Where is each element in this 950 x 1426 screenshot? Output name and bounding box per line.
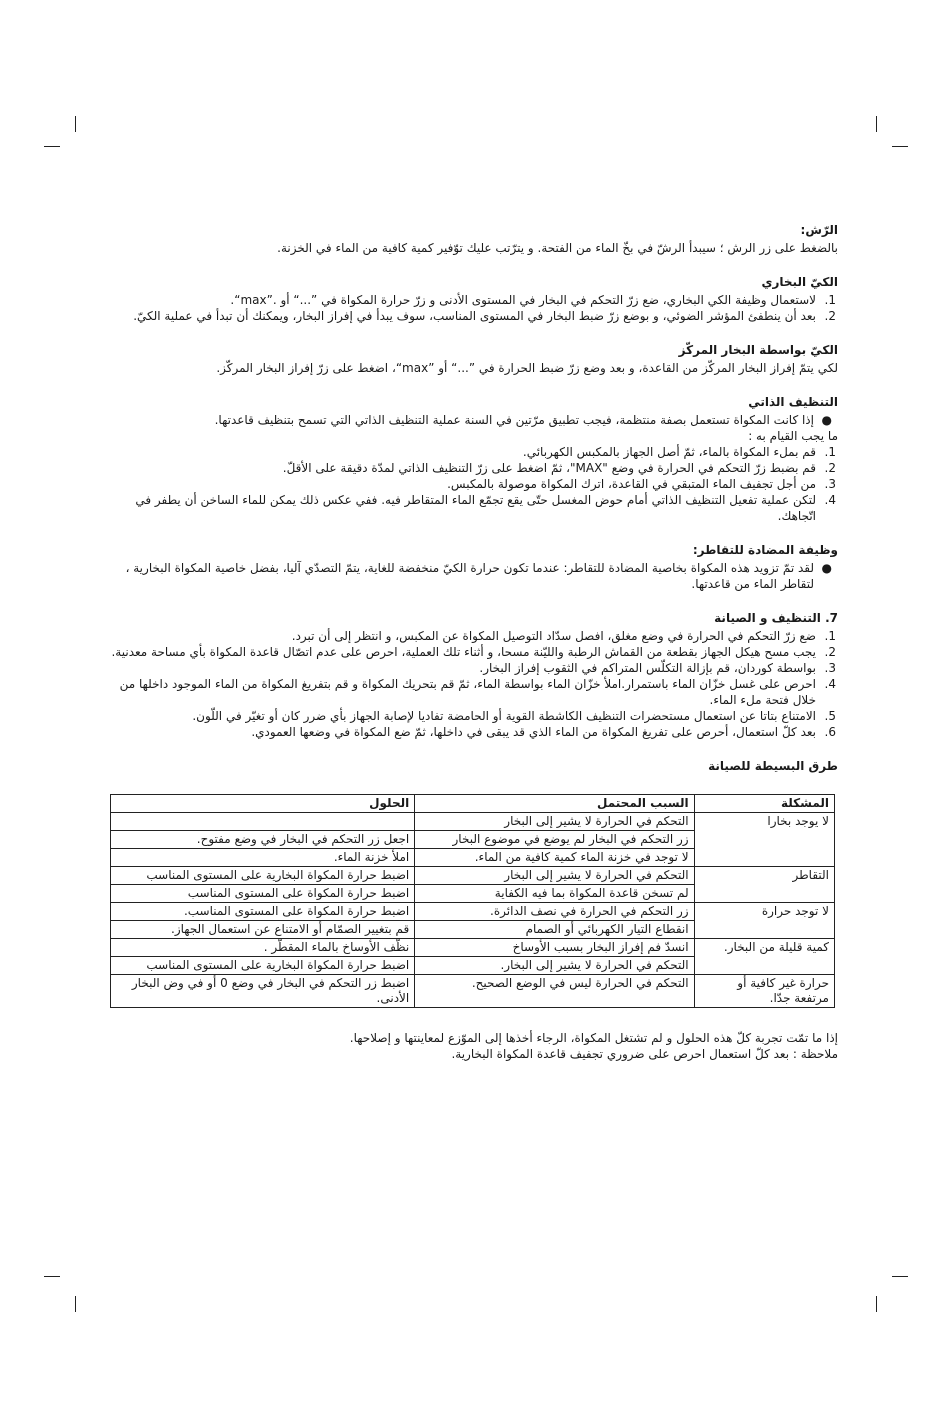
paragraph: لكي يتمّ إفراز البخار المركّز من القاعدة، و بعد وضع زرّ ضبط الحرارة في ”...“ أو ”max“، اضغط على زرّ إفراز البخار المركّز. — [216, 361, 838, 375]
section-title: 7. التنظيف و الصيانة — [714, 611, 838, 625]
list-text: الامتناع بتاتا عن استعمال مستحضرات التنظيف الكاشطة القوية أو الحامضة تفاديا لإصابة الجهاز بأي ضرر كان أو تغيّر في اللّون. — [192, 709, 816, 723]
list-item — [110, 724, 838, 740]
list-number: 5. — [824, 709, 836, 723]
table-row — [111, 903, 835, 921]
list-number: 3. — [824, 661, 836, 675]
list-item — [110, 460, 838, 476]
list-text: قم بضبط زرّ التحكم في الحرارة في وضع "MAX"، ثمّ اضغط على زرّ التنظيف الذاتي لمدّة دقيقة على الأقلّ. — [282, 461, 816, 475]
problem-cell: التقاطر — [694, 867, 834, 903]
list-item — [110, 476, 838, 492]
burst-steam-section — [110, 342, 838, 376]
troubleshooting-section — [110, 758, 838, 1008]
list-item — [110, 560, 838, 592]
list-text: لقد تمّ تزويد هذه المكواة بخاصية المضادة للتقاطر: عندما تكون حرارة الكيّ منخفضة للغاية، يتمّ التصدّي آليا، بفضل خاصية المكواة البخارية ، لتقاطر الماء من قاعدتها. — [125, 561, 814, 591]
crop-mark — [75, 1296, 76, 1312]
section-title: الرّش: — [800, 223, 838, 237]
column-header-solution: الحلول — [111, 795, 415, 813]
document-page — [110, 222, 838, 1062]
solution-cell: اضبط زر التحكم في البخار في وضع 0 أو في وض البخار الأدنى. — [111, 975, 415, 1008]
column-header-problem: المشكلة — [694, 795, 834, 813]
list-number: 1. — [824, 629, 836, 643]
crop-mark — [44, 1276, 60, 1277]
section-title: طرق البسيطة للصيانة — [708, 759, 838, 773]
list-item — [110, 292, 838, 308]
crop-mark — [876, 1296, 877, 1312]
list-number: 2. — [824, 309, 836, 323]
solution-cell: اضبط حرارة المكواة على المستوى المناسب. — [111, 903, 415, 921]
solution-cell: نظّف الأوساخ بالماء المقطّر . — [111, 939, 415, 957]
solution-cell: اضبط حرارة المكواة البخارية على المستوى المناسب — [111, 957, 415, 975]
list-item — [110, 644, 838, 660]
cause-cell: زر التحكم في الحرارة في نصف الدائرة. — [415, 903, 694, 921]
maintenance-section — [110, 610, 838, 740]
table-row — [111, 813, 835, 831]
list-item — [110, 308, 838, 324]
list-text: بواسطة كوردان، قم بإزالة التكلّس المتراكم في الثقوب إفراز البخار. — [479, 661, 816, 675]
problem-cell: كمية قليلة من البخار. — [694, 939, 834, 975]
anti-drip-section — [110, 542, 838, 592]
steam-ironing-section — [110, 274, 838, 324]
footer-note: ملاحظة : بعد كلّ استعمال احرص على ضروري تجفيف قاعدة المكواة البخارية. — [451, 1047, 838, 1061]
list-text: إذا كانت المكواة تستعمل بصفة منتظمة، فيجب تطبيق مرّتين في السنة عملية التنظيف الذاتي التي تسمح بتنظيف قاعدتها. — [214, 413, 814, 427]
solution-cell: املأ خزنة الماء. — [111, 849, 415, 867]
problem-cell: حرارة غير كافية أو مرتفعة جدّا. — [694, 975, 834, 1008]
solution-cell: اضبط حرارة المكواة البخارية على المستوى المناسب — [111, 867, 415, 885]
list-text: قم بملء المكواة بالماء، ثمّ أصل الجهاز بالمكبس الكهربائي. — [522, 445, 816, 459]
solution-cell — [111, 813, 415, 831]
list-item — [110, 676, 838, 708]
table-row — [111, 975, 835, 1008]
solution-cell: اجعل زر التحكم في البخار في وضع مفتوح. — [111, 831, 415, 849]
crop-mark — [892, 146, 908, 147]
troubleshooting-table — [110, 794, 835, 1008]
crop-mark — [892, 1276, 908, 1277]
problem-cell: لا توجد حرارة — [694, 903, 834, 939]
numbered-list — [110, 292, 838, 324]
column-header-cause: السبب المحتمل — [415, 795, 694, 813]
paragraph: ما يجب القيام به : — [748, 429, 838, 443]
table-header-row — [111, 795, 835, 813]
cause-cell: التحكم في الحرارة لا يشير إلى البخار — [415, 813, 694, 831]
solution-cell: قم بتغيير الصمّام أو الامتناع عن استعمال الجهاز. — [111, 921, 415, 939]
list-text: لتكن عملية تفعيل التنظيف الذاتي أمام حوض المغسل حتّى يقع تجمّع الماء المتقاطر فيه. ففي عكس ذلك يمكن للماء الساخن أن يطفر في اتّجاهك. — [135, 493, 816, 523]
numbered-list — [110, 628, 838, 740]
list-text: لاستعمال وظيفة الكي البخاري، ضع زرّ التحكم في البخار في المستوى الأدنى و زرّ حرارة المكواة في ”...“ أو .”max“. — [230, 293, 816, 307]
list-item — [110, 708, 838, 724]
list-number: 3. — [824, 477, 836, 491]
list-number: 2. — [824, 645, 836, 659]
list-text: احرص على غسل خزّان الماء باستمرار.املأ خزّان الماء بواسطة الماء، ثمّ قم بتحريك المكواة و قم بتفريغ المكواة من الماء الموجود داخلها من خلال فتحة ملء الماء. — [119, 677, 816, 707]
list-number: 1. — [824, 445, 836, 459]
list-item — [110, 628, 838, 644]
list-item — [110, 412, 838, 428]
list-number: 4. — [824, 493, 836, 507]
list-item — [110, 660, 838, 676]
spray-section — [110, 222, 838, 256]
table-row — [111, 867, 835, 885]
bullet-icon: ● — [821, 561, 832, 575]
crop-mark — [44, 146, 60, 147]
solution-cell: اضبط حرارة المكواة على المستوى المناسب — [111, 885, 415, 903]
footer-notes — [110, 1030, 838, 1062]
section-title: التنظيف الذاتي — [748, 395, 838, 409]
cause-cell: انسدّ فم إفراز البخار بسبب الأوساخ — [415, 939, 694, 957]
list-number: 4. — [824, 677, 836, 691]
paragraph: بالضغط على زر الرش ؛ سيبدأ الرشّ في بخّ الماء من الفتحة. و يترّتب عليك توّفير كمية كافية من الماء في الخزنة. — [277, 241, 838, 255]
crop-mark — [876, 116, 877, 132]
bullet-icon: ● — [821, 413, 832, 427]
bullet-list — [110, 412, 838, 428]
list-text: بعد أن ينطفئ المؤشر الضوئي، و بوضع زرّ ضبط البخار في المستوى المناسب، سوف يبدأ في إفراز البخار، ويمكنك أن تبدأ في عملية الكيّ. — [133, 309, 816, 323]
self-clean-section — [110, 394, 838, 524]
footer-line: إذا ما تمّت تجربة كلّ هذه الحلول و لم تشتغل المكواة، الرجاء أخذها إلى الموّزع لمعاينتها و إصلاحها. — [349, 1031, 838, 1045]
list-item — [110, 492, 838, 524]
list-text: من أجل تجفيف الماء المتبقي في القاعدة، اترك المكواة موصولة بالمكبس. — [447, 477, 816, 491]
section-title: وظيفة المضادة للتقاطر: — [692, 543, 838, 557]
section-title: الكيّ البخاري — [761, 275, 838, 289]
list-text: بعد كلّ استعمال، أحرص على تفريغ المكواة من الماء الذي قد يبقى في داخلها، ثمّ ضع المكواة في وضعها العمودي. — [251, 725, 816, 739]
list-number: 2. — [824, 461, 836, 475]
bullet-list — [110, 560, 838, 592]
problem-cell: لا يوجد بخارا — [694, 813, 834, 867]
list-number: 6. — [824, 725, 836, 739]
table-row — [111, 939, 835, 957]
section-title: الكيّ بواسطة البخار المركّز — [678, 343, 838, 357]
cause-cell: التحكم في الحرارة لا يشير إلى البخار. — [415, 957, 694, 975]
numbered-list — [110, 444, 838, 524]
list-text: ضع زرّ التحكم في الحرارة في وضع مغلق، افصل سدّاد التوصيل المكواة عن المكبس، و انتظر إلى أن تبرد. — [291, 629, 816, 643]
cause-cell: التحكم في الحرارة ليس في الوضع الصحيح. — [415, 975, 694, 1008]
list-text: يجب مسح هيكل الجهاز بقطعة من القماش الرطبة والليّنة مسحا، و أثناء تلك العملية، احرص على عدم اتصّال قاعدة المكواة بأي مساحة معدنية. — [111, 645, 816, 659]
crop-mark — [75, 116, 76, 132]
cause-cell: لا توجد في خزنة الماء كمية كافية من الماء. — [415, 849, 694, 867]
list-number: 1. — [824, 293, 836, 307]
cause-cell: زر التحكم في البخار لم يوضع في موضوع البخار — [415, 831, 694, 849]
cause-cell: التحكم في الحرارة لا يشير إلى البخار — [415, 867, 694, 885]
cause-cell: لم تسخن قاعدة المكواة بما فيه الكفاية — [415, 885, 694, 903]
list-item — [110, 444, 838, 460]
cause-cell: انقطاع التيار الكهربائي أو الصمام — [415, 921, 694, 939]
